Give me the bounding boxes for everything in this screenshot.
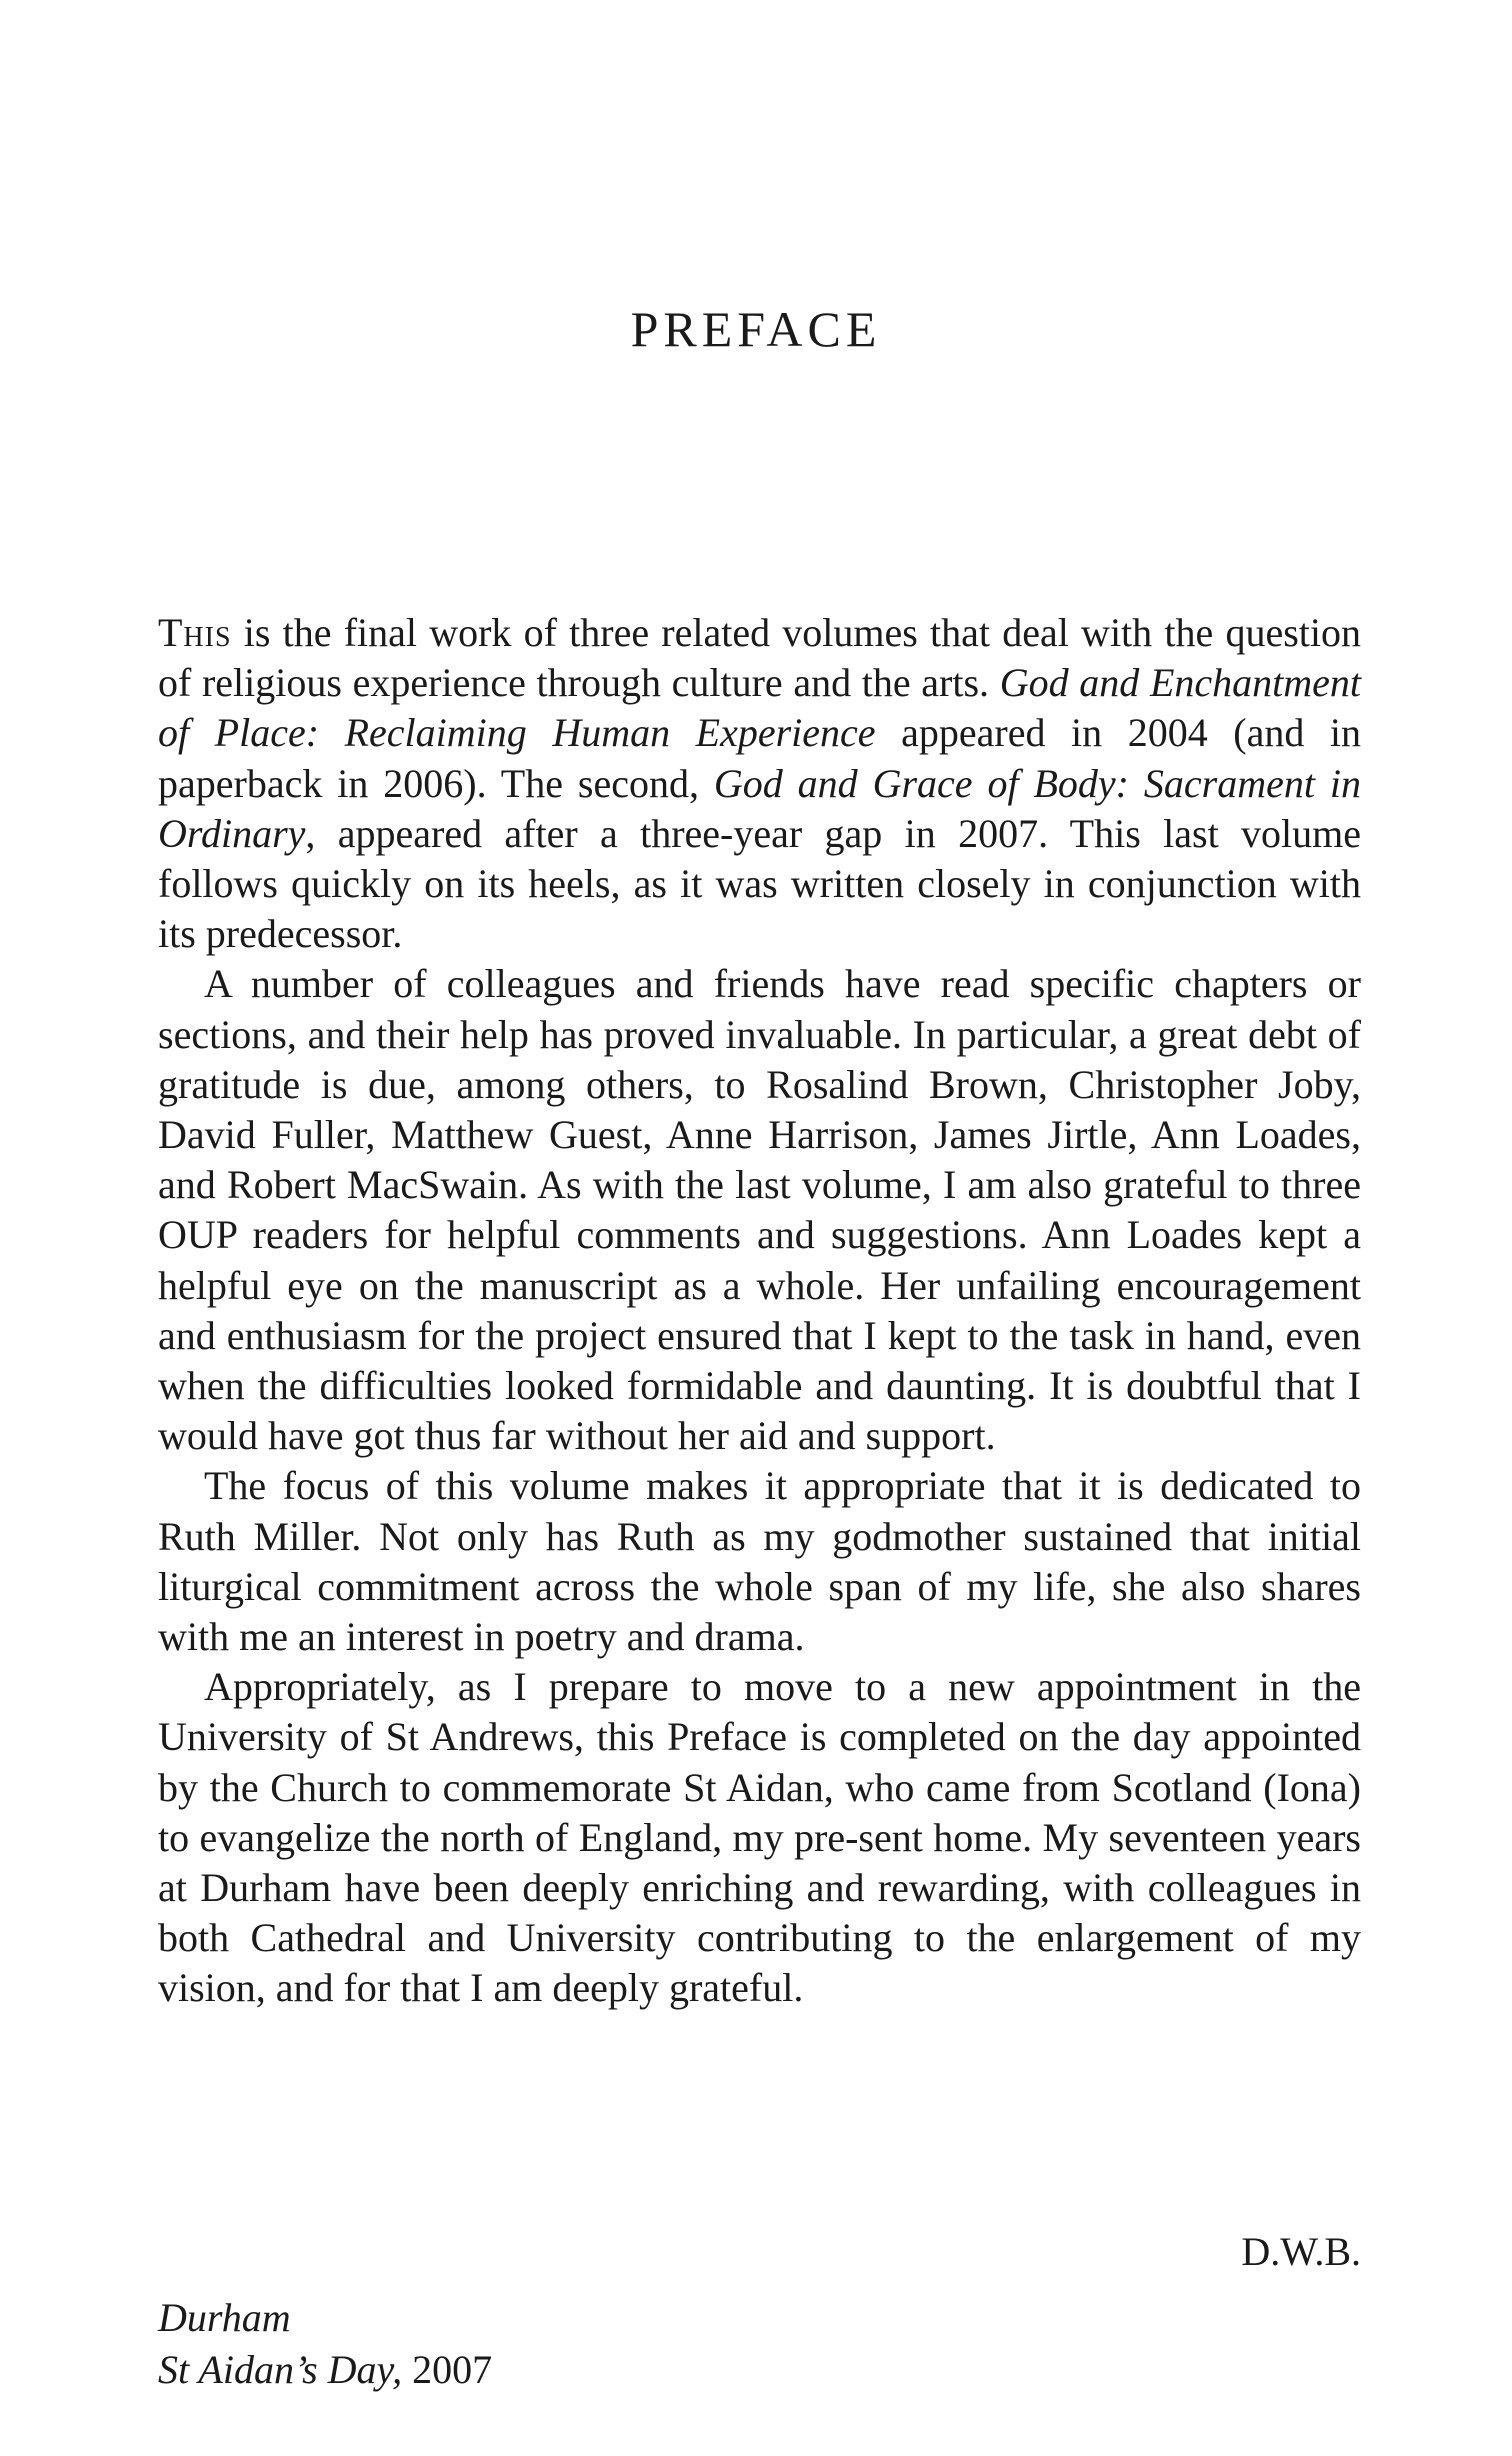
date-line xyxy=(158,2344,492,2396)
paragraph-text: The focus of this volume makes it appropriate that it is dedicated to Ruth Miller. Not only has Ruth as my godmother sustained that initial liturgical commitment across the whole span of my life, she also shares with me an interest in poetry and drama. xyxy=(158,1463,1361,1660)
paragraph-4 xyxy=(158,1662,1361,2013)
paragraph-text: is the final work of three related volumes that deal with the question of religious experience through culture and the arts. xyxy=(158,610,1361,706)
date-label: St Aidan’s Day, xyxy=(158,2347,403,2392)
dateline xyxy=(158,2292,492,2396)
paragraph-text: Appropriately, as I prepare to move to a new appointment in the University of St Andrews, this Preface is completed on the day appointed by the Church to commemorate St Aidan, who came from Scotland (Iona) to evangelize the north of England, my pre-sent home. My seventeen years at Durham have been deeply enriching and rewarding, with colleagues in both Cathedral and University contributing to the enlargement of my vision, and for that I am deeply grateful. xyxy=(158,1664,1361,2011)
date-year: 2007 xyxy=(412,2347,493,2392)
paragraph-text: A number of colleagues and friends have read specific chapters or sections, and their help has proved invaluable. In particular, a great debt of gratitude is due, among others, to Rosalind Brown, Christopher Joby, David Fuller, Matthew Guest, Anne Harrison, James Jirtle, Ann Loades, and Robert MacSwain. As with the last volume, I am also grateful to three OUP readers for helpful comments and suggestions. Ann Loades kept a helpful eye on the manuscript as a whole. Her unfailing encouragement and enthusiasm for the project ensured that I kept to the task in hand, even when the difficulties looked formidable and daunting. It is doubtful that I would have got thus far without her aid and support. xyxy=(158,961,1361,1459)
place-name: Durham xyxy=(158,2295,291,2340)
page-title: PREFACE xyxy=(630,301,882,357)
paragraph-lead-word: This xyxy=(158,610,232,655)
author-initials: D.W.B. xyxy=(1241,2229,1361,2274)
book-title: God and Grace of Body: Sacrament in Ordinary xyxy=(158,760,1362,856)
paragraph-text: appeared in 2004 (and in paperback in 2006). The second, xyxy=(158,710,1362,806)
paragraph-2 xyxy=(158,959,1361,1461)
paragraph-text: , appeared after a three-year gap in 2007. This last volume follows quickly on its heels, as it was written closely in conjunction with its predecessor. xyxy=(158,810,1361,957)
book-title: God and Enchantment of Place: Reclaiming Human Experience xyxy=(158,660,1361,756)
preface-body xyxy=(158,608,1361,2014)
paragraph-1 xyxy=(158,608,1361,959)
paragraph-3 xyxy=(158,1461,1361,1662)
